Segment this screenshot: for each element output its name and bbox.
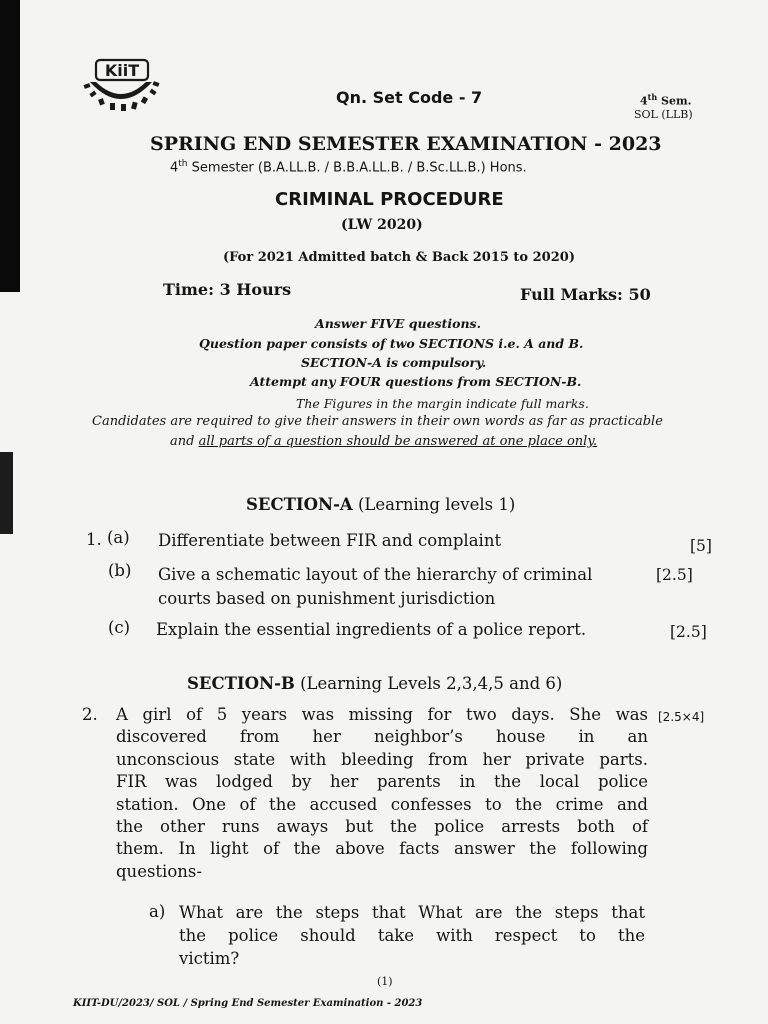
sol-label: SOL (LLB) [634, 108, 693, 121]
instruction-2: Question paper consists of two SECTIONS i.e. A and B. [199, 336, 584, 351]
question-1a-text: Differentiate between FIR and complaint [158, 531, 502, 550]
question-1b-label: (b) [108, 561, 132, 580]
question-1b-marks: [2.5] [656, 566, 693, 584]
question-1a-label: (a) [107, 528, 130, 547]
question-1c-text: Explain the essential ingredients of a police report. [156, 620, 587, 639]
question-2-line: unconscious state with bleeding from her private parts. [116, 749, 648, 769]
batch-info: (For 2021 Admitted batch & Back 2015 to 2020) [223, 250, 575, 265]
instruction-3: SECTION-A is compulsory. [301, 355, 487, 370]
question-2a-line: What are the steps that What are the steps that [179, 903, 645, 922]
question-1a-marks: [5] [690, 537, 712, 555]
question-2a-label: a) [149, 902, 166, 921]
question-2-text [116, 704, 648, 883]
question-2a-line: the police should take with respect to the [179, 926, 645, 945]
question-2-line: them. In light of the above facts answer the following [116, 839, 648, 859]
course-title: CRIMINAL PROCEDURE [275, 189, 504, 210]
instruction-7: and all parts of a question should be answered at one place only. [170, 434, 598, 449]
question-2-line: discovered from her neighbor’s house in an [116, 727, 648, 747]
section-b-heading: SECTION-B (Learning Levels 2,3,4,5 and 6) [187, 674, 563, 693]
scan-edge-shadow-top [0, 0, 20, 292]
question-1c-marks: [2.5] [670, 623, 707, 641]
course-code: (LW 2020) [341, 217, 423, 233]
question-2a-line: victim? [179, 949, 240, 968]
instruction-5: The Figures in the margin indicate full marks. [296, 396, 589, 411]
question-number-2: 2. [82, 705, 98, 724]
page-number: (1) [377, 975, 393, 988]
question-2-line: questions- [116, 861, 202, 881]
question-2a-text [179, 901, 645, 970]
question-2-line: the other runs aways but the police arrests both of [116, 817, 648, 837]
section-a-heading: SECTION-A (Learning levels 1) [246, 495, 516, 514]
question-number-1: 1. [86, 530, 102, 549]
exam-title: SPRING END SEMESTER EXAMINATION - 2023 [150, 133, 662, 155]
question-2-line: station. One of the accused confesses to the crime and [116, 794, 648, 814]
instruction-6: Candidates are required to give their answers in their own words as far as practicable [92, 414, 663, 429]
question-2-marks: [2.5×4] [658, 710, 705, 724]
scan-edge-shadow-middle [0, 452, 13, 534]
instruction-1: Answer FIVE questions. [315, 316, 481, 331]
kiit-logo [80, 58, 162, 112]
instruction-4: Attempt any FOUR questions from SECTION-B. [250, 374, 582, 389]
question-1b-text: Give a schematic layout of the hierarchy of criminal courts based on punishment jurisdiction [158, 565, 593, 608]
semester-programs: 4th Semester (B.A.LL.B. / B.B.A.LL.B. / B.Sc.LL.B.) Hons. [170, 159, 527, 176]
time-allowed: Time: 3 Hours [163, 280, 292, 299]
logo-text: KiiT [104, 61, 140, 80]
question-2-line: FIR was lodged by her parents in the local police [116, 772, 648, 792]
question-2-line: A girl of 5 years was missing for two days. She was [116, 705, 648, 724]
semester-badge: 4th Sem. [640, 92, 692, 108]
footer-text: KIIT-DU/2023/ SOL / Spring End Semester Examination - 2023 [73, 998, 423, 1009]
full-marks: Full Marks: 50 [520, 285, 651, 304]
question-set-code: Qn. Set Code - 7 [336, 88, 483, 107]
question-1c-label: (c) [108, 618, 131, 637]
